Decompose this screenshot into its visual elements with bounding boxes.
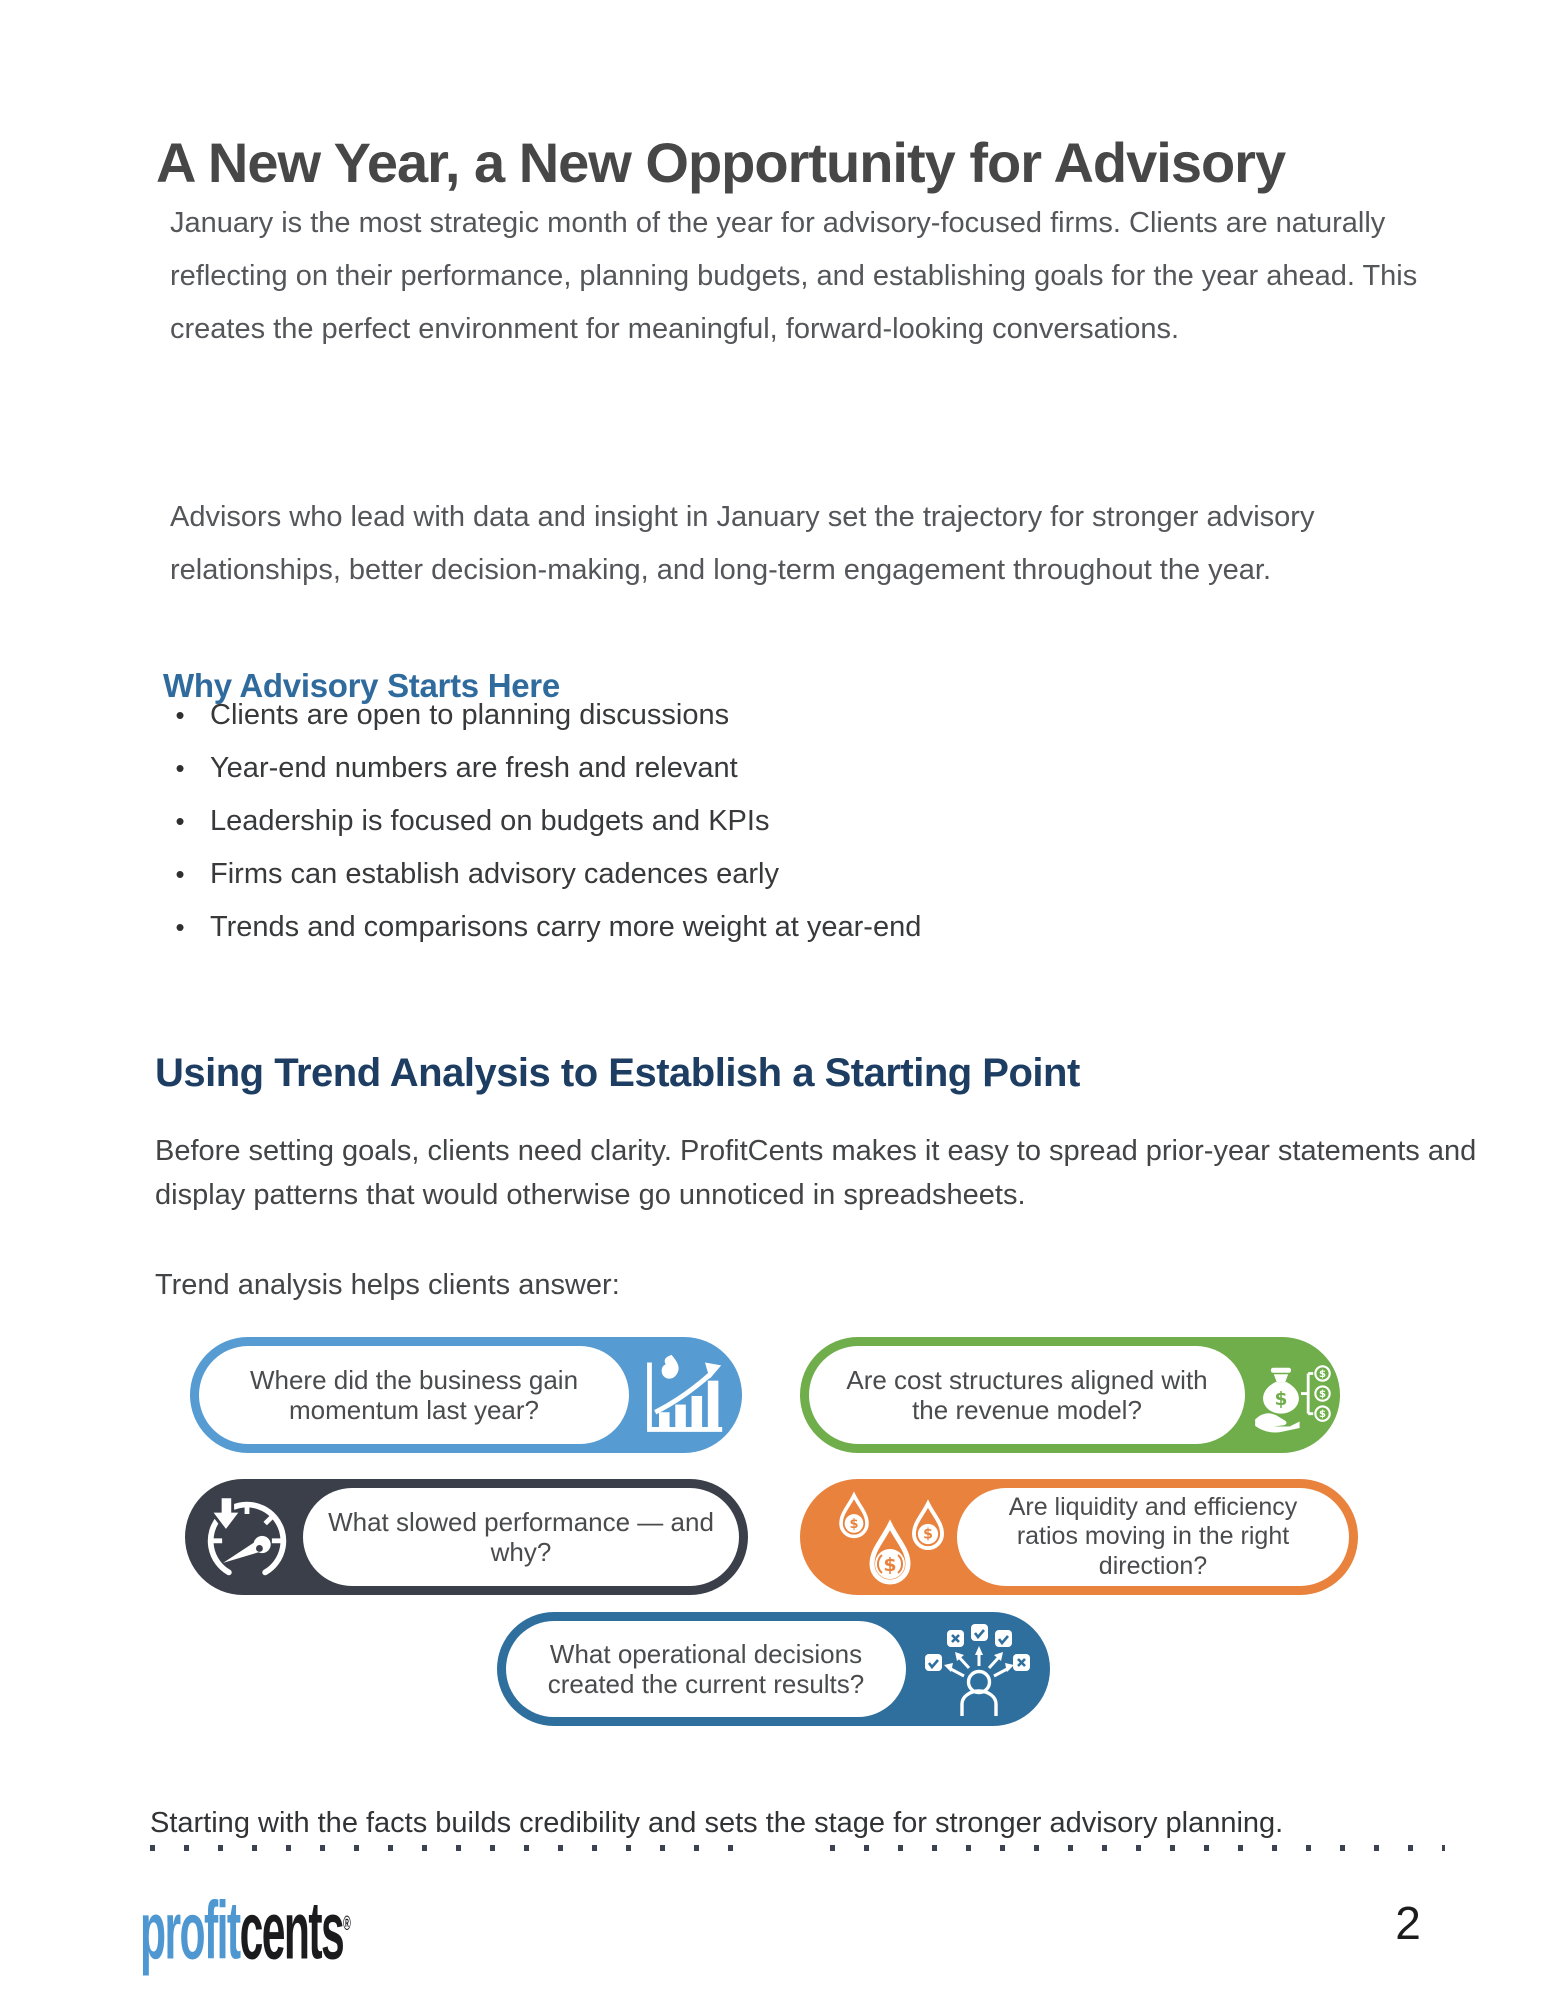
list-item	[150, 795, 1350, 848]
bullet-dot: •	[175, 806, 185, 836]
bullet-dot: •	[175, 753, 185, 783]
section-paragraph: Before setting goals, clients need clarity. ProfitCents makes it easy to spread prior-year statements and display patterns that would otherwise go unnoticed in spreadsheets.	[155, 1135, 1477, 1211]
logo-profit: profit	[140, 1885, 240, 1977]
question-pill-momentum	[190, 1337, 742, 1453]
svg-text:$: $	[1319, 1389, 1327, 1401]
bullet-text: Clients are open to planning discussions	[210, 699, 730, 731]
bullet-text: Year-end numbers are fresh and relevant	[210, 752, 738, 784]
why-bullet-list	[150, 689, 1350, 954]
pill-text: Are liquidity and efficiency ratios moving in the right direction?	[957, 1488, 1349, 1586]
page-number: 2	[1395, 1897, 1421, 1949]
registered-mark: ®	[343, 1913, 351, 1935]
svg-text:$: $	[1274, 1389, 1288, 1411]
logo-cents: cents	[239, 1885, 344, 1977]
bullet-text: Leadership is focused on budgets and KPIs	[210, 805, 770, 837]
question-pill-slowed-performance	[185, 1479, 748, 1595]
profitcents-logo	[140, 1884, 351, 1977]
money-bag-hand-icon	[1248, 1347, 1334, 1443]
growth-chart-flame-icon	[636, 1349, 728, 1441]
pill-text: What slowed performance — and why?	[303, 1488, 739, 1586]
question-pill-operational-decisions	[497, 1612, 1050, 1726]
svg-text:$: $	[1319, 1409, 1327, 1421]
decision-person-icon	[909, 1618, 1044, 1720]
liquidity-drops-icon	[810, 1485, 960, 1591]
trend-intro-line: Trend analysis helps clients answer:	[155, 1269, 620, 1301]
speedometer-decline-icon	[201, 1491, 293, 1583]
bullet-dot: •	[175, 912, 185, 942]
question-pill-cost-structures	[800, 1337, 1340, 1453]
dotted-divider-gap	[758, 1840, 806, 1854]
intro-paragraph-2: Advisors who lead with data and insight in January set the trajectory for stronger advisory relationships, better decision-making, and long-term engagement throughout the year.	[170, 501, 1315, 586]
why-advisory-heading: Why Advisory Starts Here	[163, 667, 560, 704]
bullet-dot: •	[175, 859, 185, 889]
pill-text: Where did the business gain momentum last year?	[199, 1346, 629, 1444]
svg-text:$: $	[1319, 1369, 1327, 1381]
list-item	[150, 689, 1350, 742]
list-item	[150, 901, 1350, 954]
page-title: A New Year, a New Opportunity for Advisory	[156, 130, 1286, 194]
svg-text:$: $	[923, 1526, 933, 1543]
closing-line: Starting with the facts builds credibility and sets the stage for stronger advisory planning.	[150, 1807, 1284, 1839]
svg-text:$: $	[883, 1554, 897, 1576]
bullet-text: Firms can establish advisory cadences early	[210, 858, 779, 890]
pill-text: What operational decisions created the current results?	[506, 1621, 906, 1717]
section-heading: Using Trend Analysis to Establish a Starting Point	[155, 1051, 1080, 1096]
question-pill-liquidity-ratios	[800, 1479, 1358, 1595]
list-item	[150, 742, 1350, 795]
svg-text:$: $	[849, 1516, 859, 1532]
list-item	[150, 848, 1350, 901]
bullet-text: Trends and comparisons carry more weight at year-end	[210, 911, 922, 943]
intro-paragraph-1: January is the most strategic month of the year for advisory-focused firms. Clients are naturally reflecting on their performance, planning budgets, and establishing goals for the year ahead. This creates the perfect environment for meaningful, forward-looking conversations.	[170, 207, 1418, 345]
pill-text: Are cost structures aligned with the revenue model?	[809, 1346, 1245, 1444]
bullet-dot: •	[175, 700, 185, 730]
